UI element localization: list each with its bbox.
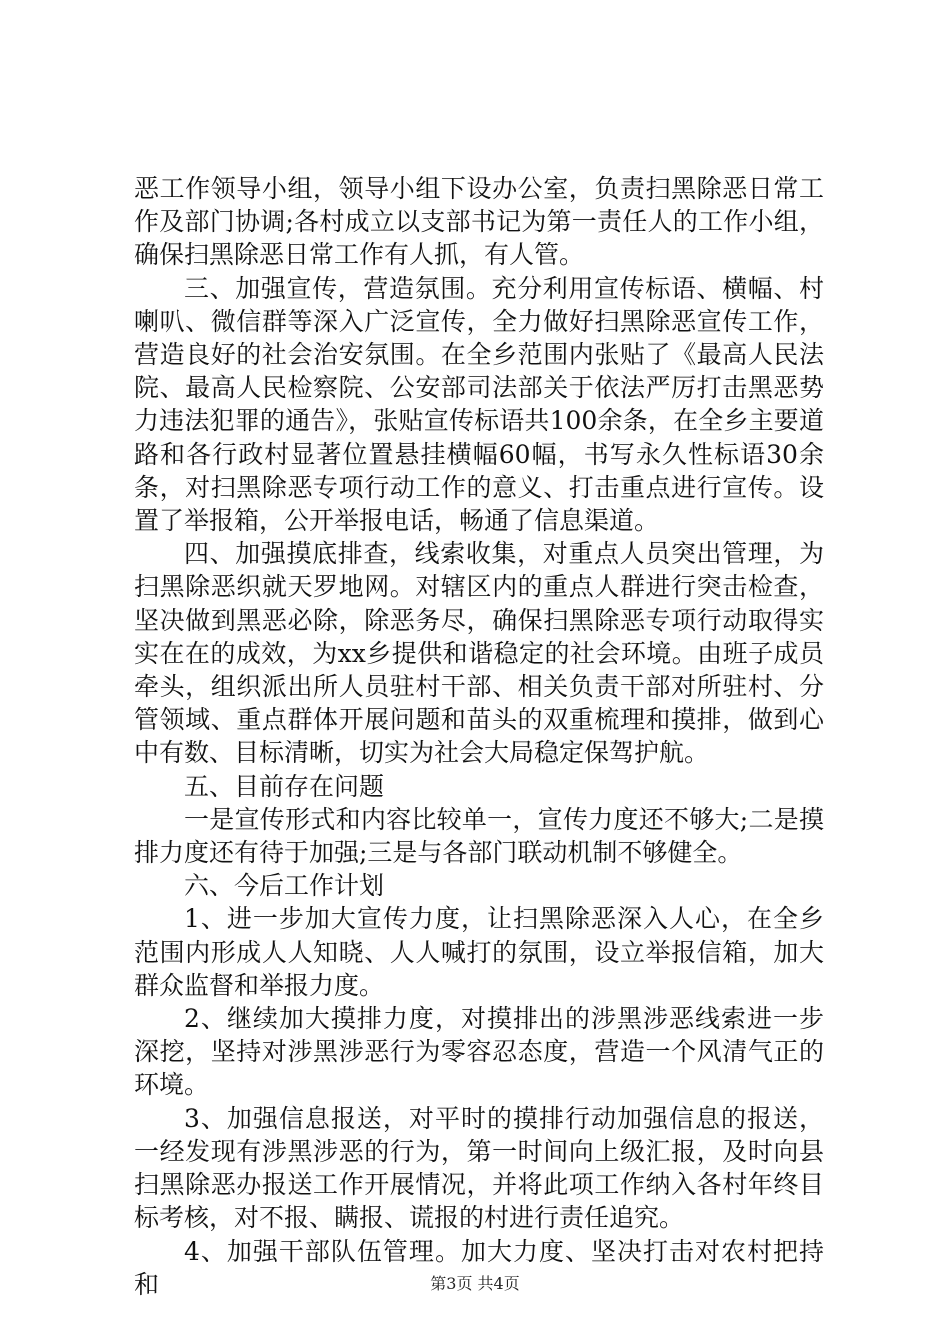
- paragraph-5: 一是宣传形式和内容比较单一，宣传力度还不够大;二是摸排力度还有待于加强;三是与各部门联动机制不够健全。: [134, 804, 824, 868]
- paragraph-2: 三、加强宣传，营造氛围。充分利用宣传标语、横幅、村喇叭、微信群等深入广泛宣传，全力做好扫黑除恶宣传工作，营造良好的社会治安氛围。在全乡范围内张贴了《最高人民法院、最高人民检察院、公安部司法部关于依法严厉打击黑恶势力违法犯罪的通告》，张贴宣传标语共100余条，在全乡主要道路和各行政村显著位置悬挂横幅60幅，书写永久性标语30余条，对扫黑除恶专项行动工作的意义、打击重点进行宣传。设置了举报箱，公开举报电话，畅通了信息渠道。: [134, 273, 824, 536]
- section-heading-6: 六、今后工作计划: [184, 871, 385, 901]
- plan-item-4: 4、加强干部队伍管理。加大力度、坚决打击对农村把持和: [134, 1236, 824, 1299]
- document-body: [134, 172, 824, 1301]
- section-heading-5: 五、目前存在问题: [184, 771, 385, 801]
- plan-item-2: 2、继续加大摸排力度，对摸排出的涉黑涉恶线索进一步深挖，坚持对涉黑涉恶行为零容忍态度，营造一个风清气正的环境。: [134, 1004, 824, 1100]
- plan-item-3: 3、加强信息报送，对平时的摸排行动加强信息的报送，一经发现有涉黑涉恶的行为，第一时间向上级汇报，及时向县扫黑除恶办报送工作开展情况，并将此项工作纳入各村年终目标考核，对不报、瞒报、谎报的村进行责任追究。: [134, 1103, 824, 1233]
- paragraph-1: 恶工作领导小组，领导小组下设办公室，负责扫黑除恶日常工作及部门协调;各村成立以支部书记为第一责任人的工作小组，确保扫黑除恶日常工作有人抓，有人管。: [134, 174, 824, 270]
- paragraph-3: 四、加强摸底排查，线索收集，对重点人员突出管理，为扫黑除恶织就天罗地网。对辖区内的重点人群进行突击检查，坚决做到黑恶必除，除恶务尽，确保扫黑除恶专项行动取得实实在在的成效，为xx乡提供和谐稳定的社会环境。由班子成员牵头，组织派出所人员驻村干部、相关负责干部对所驻村、分管领域、重点群体开展问题和苗头的双重梳理和摸排，做到心中有数、目标清晰，切实为社会大局稳定保驾护航。: [134, 539, 824, 768]
- page-footer: 第3页 共4页: [430, 1274, 520, 1293]
- plan-item-1: 1、进一步加大宣传力度，让扫黑除恶深入人心，在全乡范围内形成人人知晓、人人喊打的氛围，设立举报信箱，加大群众监督和举报力度。: [134, 904, 824, 1000]
